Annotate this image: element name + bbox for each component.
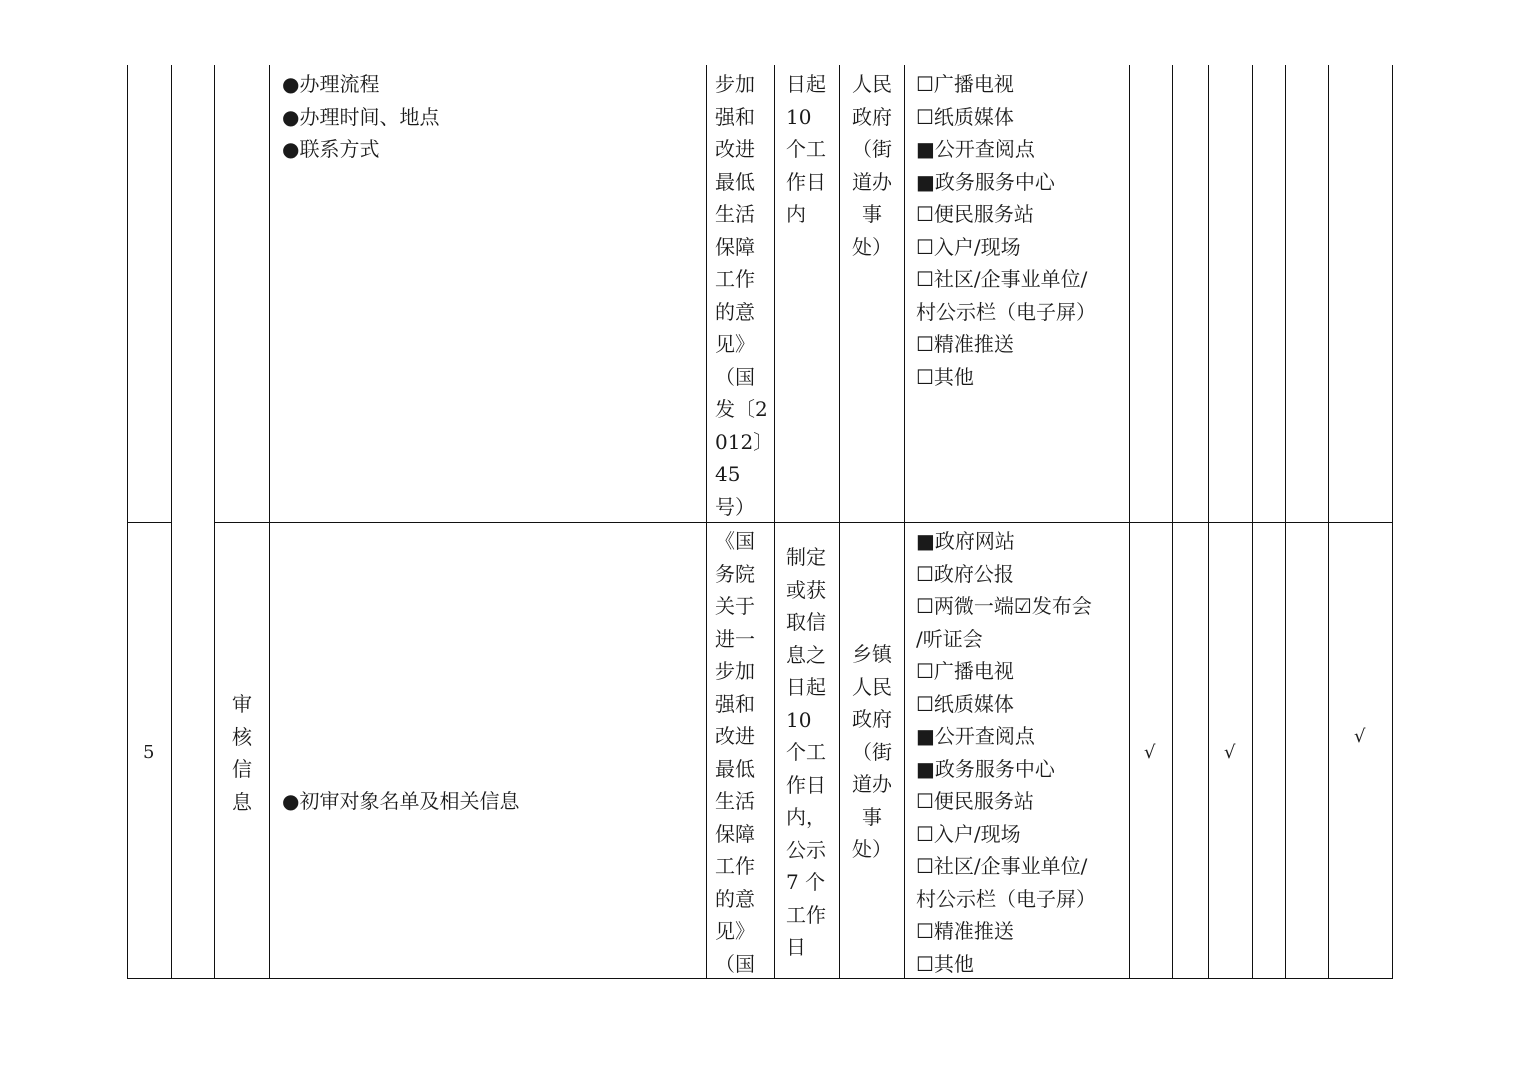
check-mark: √ [1354,726,1366,747]
channel-option: ☐纸质媒体 [916,104,1014,129]
row-top-subject [846,68,898,263]
channel-option: ☐社区/企事业单位/ [916,854,1088,878]
basis-line: 见》 [715,919,755,943]
basis-line: 012〕 [715,429,774,454]
time-line: 10 [786,707,812,732]
time-line: 个工 [786,137,826,161]
basis-line: 见》 [715,332,755,356]
channel-option: ☐其他 [916,951,974,976]
channel-option: 村公示栏（电子屏） [916,299,1096,324]
time-line: 作日 [786,169,826,194]
time-line: 工作 [786,902,826,927]
subject-line: 人民 [852,72,892,96]
basis-line: 保障 [715,821,755,846]
basis-line: 改进 [715,137,755,161]
channel-option: ☐便民服务站 [916,789,1034,813]
subject-line: 事 [862,804,882,829]
subject-line: 人民 [852,674,892,699]
content-item: ●联系方式 [282,137,380,161]
item-name-char: 审 [232,692,252,716]
channel-option: ☐纸质媒体 [916,691,1014,716]
channel-option: ■政务服务中心 [916,169,1055,194]
basis-line: 改进 [715,724,755,748]
content-item: ●办理流程 [282,72,380,96]
subject-line: 道办 [852,169,892,194]
channel-option: ☐精准推送 [916,332,1014,356]
basis-line: 强和 [715,691,755,716]
row-top-time-limit [786,68,826,231]
channel-option: ■政务服务中心 [916,756,1055,781]
grid-line [171,65,172,979]
basis-line: 步加 [715,659,755,683]
subject-line: 政府 [852,707,892,731]
row-5-item-name [232,688,252,818]
time-line: 作日 [786,772,826,797]
subject-line: （街 [852,739,892,764]
time-line: 内 [786,202,806,226]
row-number: 5 [143,742,155,763]
basis-line: 最低 [715,756,755,781]
basis-line: 工作 [715,854,755,878]
basis-line: 发〔2 [715,397,768,421]
table-bottom-border [127,978,1393,979]
channel-option: ☐其他 [916,364,974,389]
row-5-subject [846,638,898,866]
basis-line: 步加 [715,72,755,96]
time-line: 7 个 [786,870,826,894]
row-5-time-limit [786,541,826,964]
subject-line: 政府 [852,104,892,129]
row-separator [127,522,171,523]
basis-line: 的意 [715,299,755,324]
basis-line: （国 [715,951,755,976]
row-5-content-item: ●初审对象名单及相关信息 [282,789,520,813]
row-5-channels [916,525,1096,980]
time-line: 日起 [786,675,826,699]
row-separator [214,522,1393,523]
channel-option: ☐入户/现场 [916,821,1021,846]
channel-option: 村公示栏（电子屏） [916,886,1096,911]
time-line: 公示 [786,837,826,862]
basis-line: 强和 [715,104,755,129]
channel-option: ☐社区/企事业单位/ [916,267,1088,291]
basis-line: 号） [715,494,755,519]
item-name-char: 核 [232,724,252,749]
check-mark: √ [1144,742,1156,763]
channel-option: ☐入户/现场 [916,234,1021,259]
item-name-char: 息 [232,789,252,814]
time-line: 制定 [786,545,826,569]
channel-option: ☐精准推送 [916,919,1014,943]
row-top-content-items [282,68,439,166]
subject-line: 处） [852,234,892,259]
row-top-channels [916,68,1096,393]
subject-line: 道办 [852,772,892,796]
time-line: 取信 [786,610,826,634]
channel-option: ☐政府公报 [916,561,1014,586]
time-line: 或获 [786,577,826,602]
item-name-char: 信 [232,757,252,781]
subject-line: （街 [852,137,892,161]
row-top-basis [715,68,773,523]
basis-line: 《国 [715,529,755,553]
subject-line: 事 [862,202,882,226]
time-line: 内， [786,805,826,829]
basis-line: 最低 [715,169,755,194]
basis-line: 生活 [715,202,755,226]
channel-option: ☐广播电视 [916,659,1014,683]
time-line: 日起 [786,72,826,96]
channel-option: ☐广播电视 [916,72,1014,96]
row-5-basis [715,525,755,980]
subject-line: 处） [852,837,892,861]
basis-line: 务院 [715,561,755,586]
check-mark: √ [1224,742,1236,763]
basis-line: （国 [715,364,755,389]
basis-line: 45 [715,462,741,486]
subject-line: 乡镇 [852,642,892,666]
time-line: 个工 [786,740,826,764]
basis-line: 工作 [715,267,755,291]
basis-line: 的意 [715,886,755,911]
time-line: 日 [786,935,806,959]
basis-line: 保障 [715,234,755,259]
basis-line: 进一 [715,626,755,651]
channel-option: /听证会 [916,626,983,651]
channel-option: ■公开查阅点 [916,137,1035,161]
time-line: 息之 [786,642,826,667]
channel-option: ☐便民服务站 [916,202,1034,226]
channel-option: ■公开查阅点 [916,724,1035,748]
content-item: ●办理时间、地点 [282,104,440,129]
basis-line: 关于 [715,594,755,618]
channel-option: ■政府网站 [916,529,1015,553]
time-line: 10 [786,104,812,129]
basis-line: 生活 [715,789,755,813]
channel-option: ☐两微一端☑发布会 [916,594,1092,618]
